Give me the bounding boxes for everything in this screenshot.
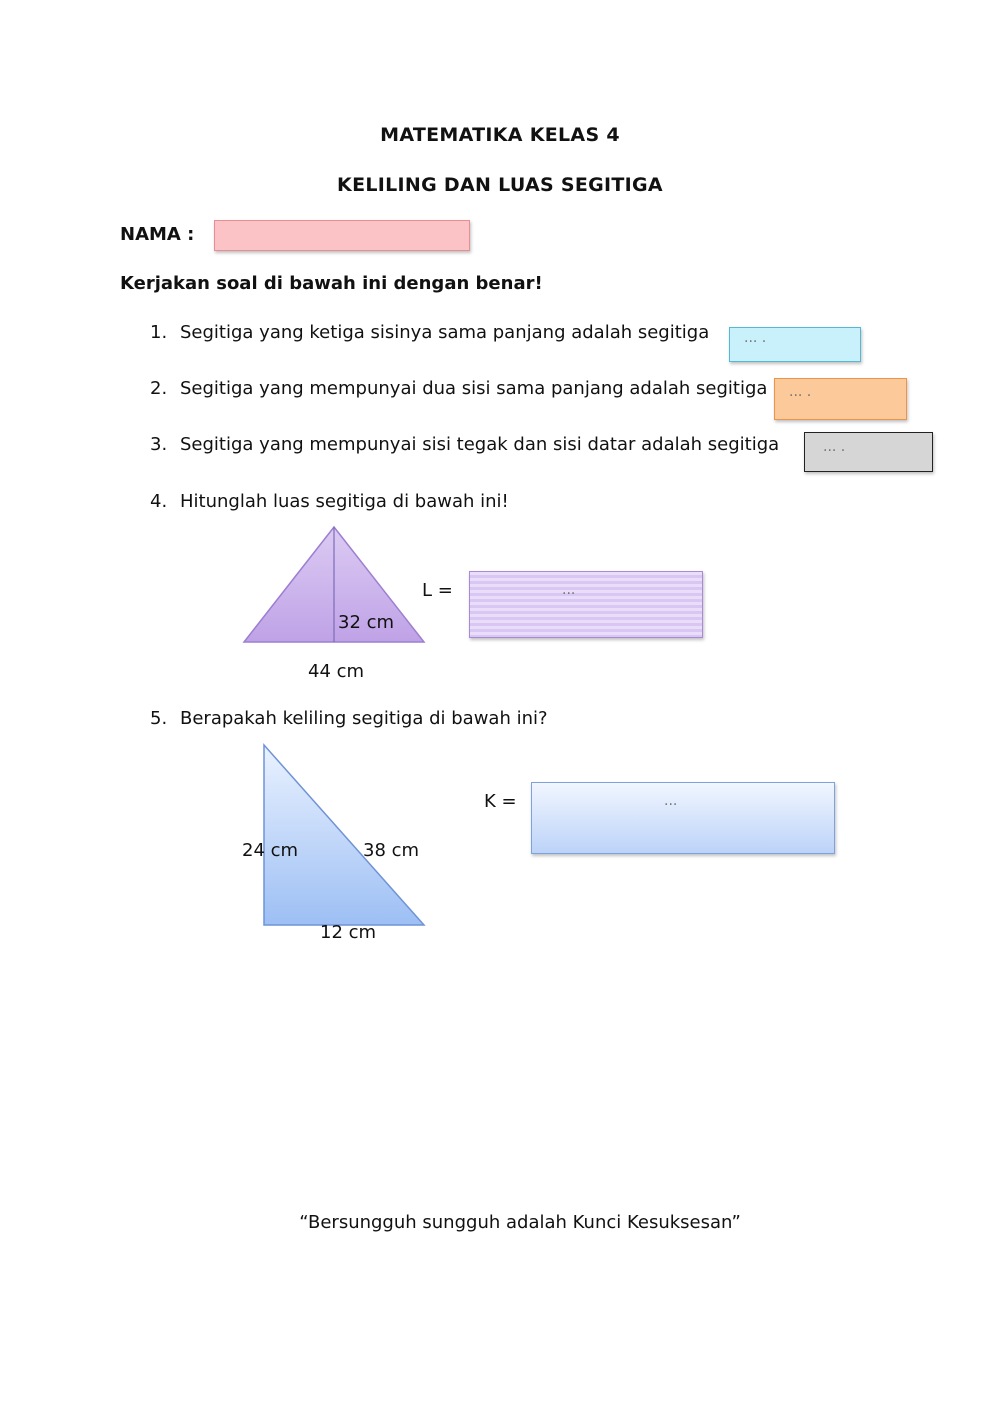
question-5-text: Berapakah keliling segitiga di bawah ini? — [180, 708, 548, 729]
question-1-number: 1. — [150, 322, 168, 343]
area-answer-input[interactable] — [469, 571, 703, 638]
triangle-height-label: 32 cm — [338, 612, 395, 633]
question-4-triangle-figure — [230, 520, 440, 690]
perimeter-answer-input[interactable] — [531, 782, 835, 854]
name-input[interactable] — [214, 220, 470, 251]
question-3 — [150, 434, 779, 455]
name-label: NAMA : — [120, 224, 195, 245]
question-3-answer-input[interactable] — [804, 432, 933, 472]
question-4-number: 4. — [150, 491, 168, 512]
question-2-number: 2. — [150, 378, 168, 399]
question-5-triangle-figure — [230, 735, 440, 950]
footer-quote: “Bersungguh sungguh adalah Kunci Kesuksesan” — [299, 1212, 741, 1233]
question-4 — [150, 491, 509, 512]
question-1 — [150, 322, 709, 343]
question-2-text: Segitiga yang mempunyai dua sisi sama panjang adalah segitiga — [180, 378, 768, 399]
question-3-text: Segitiga yang mempunyai sisi tegak dan sisi datar adalah segitiga — [180, 434, 780, 455]
question-1-answer-input[interactable] — [729, 327, 861, 362]
right-triangle-shape — [264, 745, 424, 925]
page-subtitle: KELILING DAN LUAS SEGITIGA — [337, 174, 663, 196]
triangle-base-label-2: 12 cm — [320, 922, 377, 943]
question-2-answer-input[interactable] — [774, 378, 907, 420]
question-5-number: 5. — [150, 708, 168, 729]
instruction-text: Kerjakan soal di bawah ini dengan benar! — [120, 273, 543, 294]
question-5 — [150, 708, 548, 729]
question-4-text: Hitunglah luas segitiga di bawah ini! — [180, 491, 509, 512]
question-3-number: 3. — [150, 434, 168, 455]
question-1-text: Segitiga yang ketiga sisinya sama panjang adalah segitiga — [180, 322, 710, 343]
triangle-base-label: 44 cm — [308, 661, 365, 682]
area-answer-label: L = — [422, 580, 453, 601]
page-title: MATEMATIKA KELAS 4 — [380, 124, 620, 146]
triangle-hypotenuse-label: 38 cm — [363, 840, 420, 861]
perimeter-answer-label: K = — [484, 791, 517, 812]
triangle-side-left-label: 24 cm — [242, 840, 299, 861]
question-2 — [150, 378, 767, 399]
